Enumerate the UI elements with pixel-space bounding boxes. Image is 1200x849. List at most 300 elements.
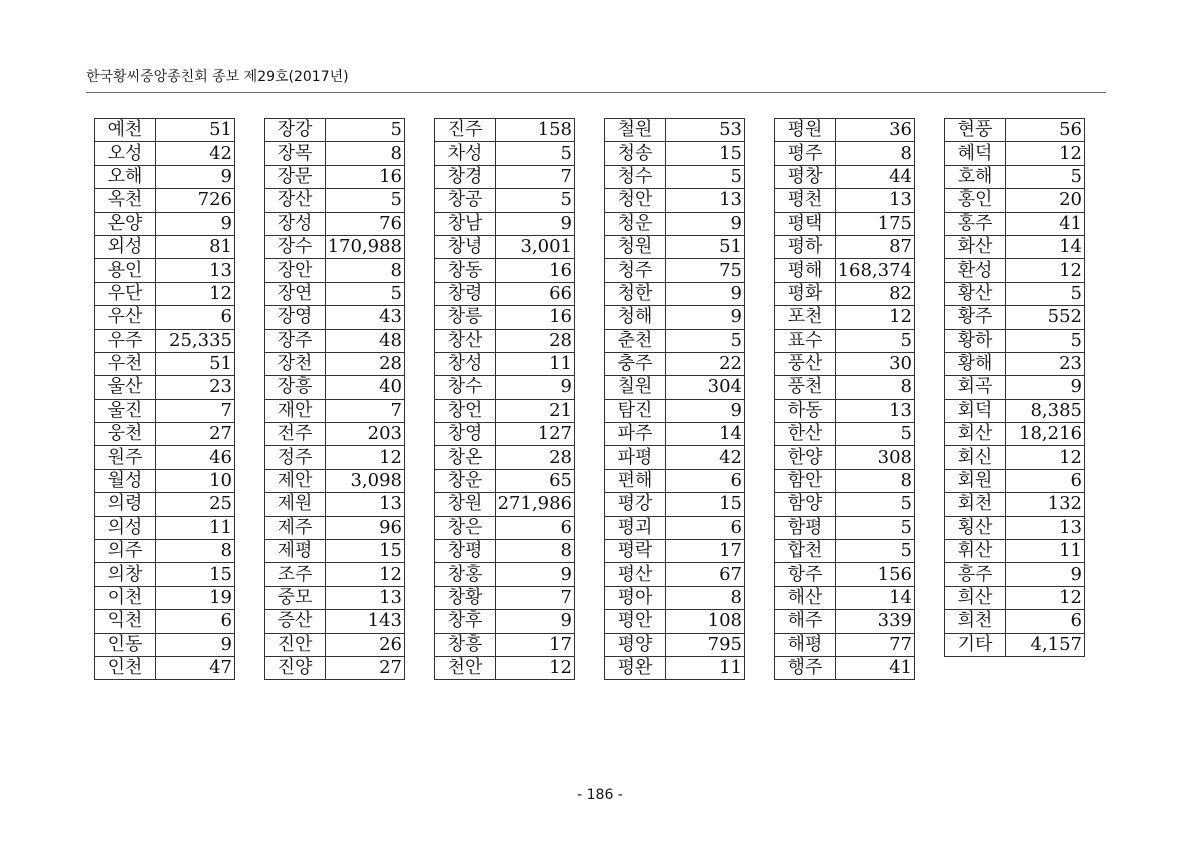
origin-name-cell: 진주 — [435, 119, 496, 142]
count-cell: 12 — [496, 656, 575, 679]
origin-name-cell: 온양 — [95, 212, 156, 235]
count-cell: 5 — [1006, 165, 1085, 188]
origin-name-cell: 창후 — [435, 610, 496, 633]
table-row — [945, 142, 1085, 165]
origin-name-cell: 함안 — [775, 469, 836, 492]
origin-name-cell: 청주 — [605, 259, 666, 282]
table-row — [95, 469, 235, 492]
count-cell: 19 — [156, 586, 235, 609]
origin-name-cell: 창온 — [435, 446, 496, 469]
count-cell: 26 — [326, 633, 405, 656]
count-cell: 46 — [156, 446, 235, 469]
table-row — [775, 212, 915, 235]
count-cell: 14 — [1006, 235, 1085, 258]
count-cell: 8 — [326, 259, 405, 282]
table-row — [95, 142, 235, 165]
count-cell: 75 — [666, 259, 745, 282]
count-cell: 56 — [1006, 119, 1085, 142]
origin-name-cell: 청해 — [605, 306, 666, 329]
count-cell: 108 — [666, 610, 745, 633]
table-row — [435, 563, 575, 586]
table-row — [95, 352, 235, 375]
table-row — [945, 563, 1085, 586]
table-row — [435, 142, 575, 165]
count-cell: 9 — [156, 165, 235, 188]
table-row — [265, 586, 405, 609]
count-cell: 20 — [1006, 189, 1085, 212]
table-row — [435, 446, 575, 469]
origin-name-cell: 화산 — [945, 235, 1006, 258]
origin-name-cell: 파평 — [605, 446, 666, 469]
count-cell: 9 — [156, 212, 235, 235]
origin-name-cell: 홍주 — [945, 212, 1006, 235]
count-cell: 30 — [836, 352, 915, 375]
table-row — [265, 165, 405, 188]
origin-name-cell: 창릉 — [435, 306, 496, 329]
origin-name-cell: 월성 — [95, 469, 156, 492]
count-cell: 47 — [156, 656, 235, 679]
origin-name-cell: 창황 — [435, 586, 496, 609]
origin-name-cell: 창공 — [435, 189, 496, 212]
count-cell: 15 — [156, 563, 235, 586]
table-row — [95, 119, 235, 142]
count-cell: 5 — [1006, 282, 1085, 305]
count-cell: 14 — [666, 423, 745, 446]
count-cell: 9 — [156, 633, 235, 656]
count-cell: 5 — [666, 329, 745, 352]
page-number: - 186 - — [577, 787, 623, 803]
table-row — [605, 119, 745, 142]
count-cell: 132 — [1006, 493, 1085, 516]
origin-name-cell: 혜덕 — [945, 142, 1006, 165]
origin-name-cell: 합천 — [775, 540, 836, 563]
count-cell: 156 — [836, 563, 915, 586]
count-cell: 175 — [836, 212, 915, 235]
count-cell: 9 — [496, 376, 575, 399]
table-row — [435, 399, 575, 422]
table-row — [605, 282, 745, 305]
count-cell: 552 — [1006, 306, 1085, 329]
origin-name-cell: 평주 — [775, 142, 836, 165]
origin-name-cell: 창영 — [435, 423, 496, 446]
table-row — [605, 352, 745, 375]
table-row — [95, 610, 235, 633]
origin-name-cell: 한양 — [775, 446, 836, 469]
origin-name-cell: 진양 — [265, 656, 326, 679]
table-row — [945, 189, 1085, 212]
origin-name-cell: 창산 — [435, 329, 496, 352]
origin-name-cell: 해산 — [775, 586, 836, 609]
table-row — [265, 212, 405, 235]
count-cell: 8 — [836, 469, 915, 492]
table-row — [265, 142, 405, 165]
count-cell: 203 — [326, 423, 405, 446]
origin-name-cell: 익천 — [95, 610, 156, 633]
origin-name-cell: 창수 — [435, 376, 496, 399]
origin-name-cell: 청안 — [605, 189, 666, 212]
table-row — [945, 586, 1085, 609]
origin-name-cell: 포천 — [775, 306, 836, 329]
origin-name-cell: 춘천 — [605, 329, 666, 352]
table-row — [945, 399, 1085, 422]
count-cell: 82 — [836, 282, 915, 305]
count-cell: 7 — [496, 586, 575, 609]
table-row — [265, 259, 405, 282]
count-cell: 43 — [326, 306, 405, 329]
origin-name-cell: 회곡 — [945, 376, 1006, 399]
origin-name-cell: 청수 — [605, 165, 666, 188]
origin-name-cell: 희천 — [945, 610, 1006, 633]
count-cell: 7 — [496, 165, 575, 188]
table-row — [435, 259, 575, 282]
count-cell: 15 — [666, 493, 745, 516]
table-row — [775, 282, 915, 305]
count-cell: 17 — [496, 633, 575, 656]
table-row — [775, 235, 915, 258]
table-row — [605, 329, 745, 352]
origin-name-cell: 우주 — [95, 329, 156, 352]
count-cell: 22 — [666, 352, 745, 375]
count-cell: 8 — [156, 540, 235, 563]
table-row — [95, 446, 235, 469]
table-row — [945, 212, 1085, 235]
count-cell: 16 — [496, 306, 575, 329]
table-row — [435, 586, 575, 609]
count-cell: 5 — [326, 282, 405, 305]
table-row — [435, 633, 575, 656]
table-row — [95, 563, 235, 586]
count-cell: 9 — [496, 563, 575, 586]
table-row — [95, 282, 235, 305]
origin-name-cell: 장주 — [265, 329, 326, 352]
origin-name-cell: 장흥 — [265, 376, 326, 399]
table-row — [775, 563, 915, 586]
count-cell: 9 — [496, 212, 575, 235]
table-row — [945, 329, 1085, 352]
count-cell: 8 — [836, 142, 915, 165]
table-row — [95, 586, 235, 609]
origin-name-cell: 평락 — [605, 540, 666, 563]
origin-name-cell: 오해 — [95, 165, 156, 188]
table-row — [605, 189, 745, 212]
origin-name-cell: 장수 — [265, 235, 326, 258]
origin-name-cell: 오성 — [95, 142, 156, 165]
table-row — [265, 119, 405, 142]
origin-name-cell: 의령 — [95, 493, 156, 516]
table-row — [945, 469, 1085, 492]
origin-name-cell: 회천 — [945, 493, 1006, 516]
origin-name-cell: 청한 — [605, 282, 666, 305]
count-cell: 13 — [1006, 516, 1085, 539]
origin-name-cell: 홍인 — [945, 189, 1006, 212]
count-cell: 67 — [666, 563, 745, 586]
count-cell: 13 — [156, 259, 235, 282]
table-row — [775, 446, 915, 469]
origin-name-cell: 표수 — [775, 329, 836, 352]
origin-name-cell: 전주 — [265, 423, 326, 446]
origin-name-cell: 조주 — [265, 563, 326, 586]
count-cell: 17 — [666, 540, 745, 563]
table-row — [265, 493, 405, 516]
table-row — [605, 493, 745, 516]
table-row — [945, 259, 1085, 282]
origin-name-cell: 탐진 — [605, 399, 666, 422]
count-cell: 28 — [496, 446, 575, 469]
count-cell: 5 — [836, 493, 915, 516]
count-cell: 5 — [836, 516, 915, 539]
count-cell: 41 — [836, 656, 915, 679]
table-row — [775, 399, 915, 422]
origin-name-cell: 회산 — [945, 423, 1006, 446]
table-row — [95, 540, 235, 563]
origin-name-cell: 해주 — [775, 610, 836, 633]
count-cell: 9 — [1006, 563, 1085, 586]
table-row — [265, 399, 405, 422]
count-cell: 25 — [156, 493, 235, 516]
table-row — [775, 189, 915, 212]
table-row — [95, 189, 235, 212]
origin-name-cell: 평아 — [605, 586, 666, 609]
origin-name-cell: 함양 — [775, 493, 836, 516]
origin-name-cell: 장영 — [265, 306, 326, 329]
count-cell: 15 — [326, 540, 405, 563]
origin-name-cell: 함평 — [775, 516, 836, 539]
table-row — [265, 235, 405, 258]
origin-name-cell: 회덕 — [945, 399, 1006, 422]
table-row — [945, 306, 1085, 329]
table-row — [95, 376, 235, 399]
count-cell: 11 — [156, 516, 235, 539]
origin-name-cell: 해평 — [775, 633, 836, 656]
count-cell: 12 — [326, 563, 405, 586]
origin-name-cell: 휘산 — [945, 540, 1006, 563]
count-cell: 6 — [1006, 610, 1085, 633]
table-row — [945, 493, 1085, 516]
origin-name-cell: 평괴 — [605, 516, 666, 539]
origin-name-cell: 현풍 — [945, 119, 1006, 142]
count-cell: 8 — [326, 142, 405, 165]
table-row — [775, 142, 915, 165]
origin-name-cell: 울진 — [95, 399, 156, 422]
count-cell: 16 — [496, 259, 575, 282]
count-cell: 7 — [326, 399, 405, 422]
table-row — [605, 540, 745, 563]
origin-name-cell: 제안 — [265, 469, 326, 492]
count-cell: 168,374 — [836, 259, 915, 282]
table-row — [945, 446, 1085, 469]
origin-name-cell: 옥천 — [95, 189, 156, 212]
table-row — [605, 142, 745, 165]
count-cell: 44 — [836, 165, 915, 188]
origin-name-cell: 평천 — [775, 189, 836, 212]
table-row — [95, 329, 235, 352]
origin-name-cell: 진안 — [265, 633, 326, 656]
count-cell: 53 — [666, 119, 745, 142]
count-cell: 127 — [496, 423, 575, 446]
origin-name-cell: 창은 — [435, 516, 496, 539]
table-row — [775, 656, 915, 679]
count-cell: 12 — [1006, 586, 1085, 609]
table-row — [435, 306, 575, 329]
table-row — [945, 352, 1085, 375]
origin-name-cell: 예천 — [95, 119, 156, 142]
origin-name-cell: 호해 — [945, 165, 1006, 188]
table-row — [605, 586, 745, 609]
count-cell: 11 — [1006, 540, 1085, 563]
origin-name-cell: 창동 — [435, 259, 496, 282]
origin-name-cell: 웅천 — [95, 423, 156, 446]
count-cell: 12 — [1006, 142, 1085, 165]
table-row — [265, 540, 405, 563]
count-cell: 8 — [666, 586, 745, 609]
origin-name-cell: 장연 — [265, 282, 326, 305]
count-cell: 9 — [666, 399, 745, 422]
table-row — [945, 235, 1085, 258]
origin-name-cell: 의성 — [95, 516, 156, 539]
count-cell: 6 — [156, 610, 235, 633]
count-cell: 12 — [1006, 446, 1085, 469]
count-cell: 51 — [156, 352, 235, 375]
table-row — [95, 633, 235, 656]
origin-name-cell: 인동 — [95, 633, 156, 656]
origin-name-cell: 장안 — [265, 259, 326, 282]
table-row — [775, 376, 915, 399]
table-row — [605, 259, 745, 282]
table-row — [605, 399, 745, 422]
origin-name-cell: 제평 — [265, 540, 326, 563]
count-cell: 23 — [1006, 352, 1085, 375]
table-row — [945, 165, 1085, 188]
count-cell: 170,988 — [326, 235, 405, 258]
table-row — [435, 165, 575, 188]
count-cell: 5 — [836, 329, 915, 352]
origin-name-cell: 파주 — [605, 423, 666, 446]
origin-name-cell: 의주 — [95, 540, 156, 563]
origin-name-cell: 한산 — [775, 423, 836, 446]
table-row — [775, 540, 915, 563]
origin-name-cell: 칠원 — [605, 376, 666, 399]
count-cell: 8 — [836, 376, 915, 399]
count-cell: 96 — [326, 516, 405, 539]
table-row — [775, 493, 915, 516]
count-cell: 76 — [326, 212, 405, 235]
count-cell: 5 — [836, 540, 915, 563]
count-cell: 304 — [666, 376, 745, 399]
origin-name-cell: 창령 — [435, 282, 496, 305]
count-cell: 9 — [666, 282, 745, 305]
table-row — [945, 610, 1085, 633]
table-row — [95, 399, 235, 422]
table-row — [95, 423, 235, 446]
count-cell: 77 — [836, 633, 915, 656]
table-row — [95, 656, 235, 679]
count-cell: 143 — [326, 610, 405, 633]
table-row — [605, 610, 745, 633]
origin-name-cell: 천안 — [435, 656, 496, 679]
table-row — [265, 446, 405, 469]
table-row — [775, 165, 915, 188]
table-row — [605, 633, 745, 656]
table-row — [945, 516, 1085, 539]
table-row — [605, 165, 745, 188]
origin-name-cell: 청원 — [605, 235, 666, 258]
table-row — [605, 469, 745, 492]
table-row — [435, 656, 575, 679]
table-row — [605, 212, 745, 235]
table-row — [435, 376, 575, 399]
table-row — [605, 563, 745, 586]
count-cell: 81 — [156, 235, 235, 258]
table-row — [95, 212, 235, 235]
origin-name-cell: 편해 — [605, 469, 666, 492]
table-row — [605, 516, 745, 539]
count-cell: 5 — [326, 189, 405, 212]
origin-name-cell: 차성 — [435, 142, 496, 165]
table-row — [435, 119, 575, 142]
origin-name-cell: 하동 — [775, 399, 836, 422]
table-row — [605, 423, 745, 446]
table-row — [265, 352, 405, 375]
table-row — [265, 563, 405, 586]
origin-name-cell: 철원 — [605, 119, 666, 142]
origin-name-cell: 평원 — [775, 119, 836, 142]
count-cell: 5 — [496, 189, 575, 212]
origin-name-cell: 평화 — [775, 282, 836, 305]
table-row — [265, 423, 405, 446]
table-row — [265, 516, 405, 539]
origin-name-cell: 행주 — [775, 656, 836, 679]
count-cell: 5 — [496, 142, 575, 165]
origin-name-cell: 울산 — [95, 376, 156, 399]
count-cell: 9 — [666, 306, 745, 329]
origin-name-cell: 창남 — [435, 212, 496, 235]
count-cell: 11 — [666, 656, 745, 679]
table-row — [775, 352, 915, 375]
surname-table-3 — [434, 118, 575, 680]
count-cell: 5 — [666, 165, 745, 188]
table-row — [265, 376, 405, 399]
origin-name-cell: 흥주 — [945, 563, 1006, 586]
table-row — [435, 423, 575, 446]
table-row — [945, 376, 1085, 399]
count-cell: 726 — [156, 189, 235, 212]
table-row — [775, 610, 915, 633]
table-row — [265, 656, 405, 679]
table-row — [435, 493, 575, 516]
count-cell: 21 — [496, 399, 575, 422]
origin-name-cell: 환성 — [945, 259, 1006, 282]
count-cell: 4,157 — [1006, 633, 1085, 656]
surname-table-5 — [774, 118, 915, 680]
table-row — [265, 189, 405, 212]
count-cell: 795 — [666, 633, 745, 656]
origin-name-cell: 회신 — [945, 446, 1006, 469]
surname-table-2 — [264, 118, 405, 680]
surname-table-6 — [944, 118, 1085, 657]
table-row — [435, 329, 575, 352]
origin-name-cell: 황산 — [945, 282, 1006, 305]
count-cell: 8,385 — [1006, 399, 1085, 422]
count-cell: 13 — [836, 189, 915, 212]
origin-name-cell: 황하 — [945, 329, 1006, 352]
origin-name-cell: 평안 — [605, 610, 666, 633]
origin-name-cell: 외성 — [95, 235, 156, 258]
table-row — [435, 235, 575, 258]
surname-table-4 — [604, 118, 745, 680]
origin-name-cell: 평양 — [605, 633, 666, 656]
table-row — [435, 282, 575, 305]
count-cell: 339 — [836, 610, 915, 633]
